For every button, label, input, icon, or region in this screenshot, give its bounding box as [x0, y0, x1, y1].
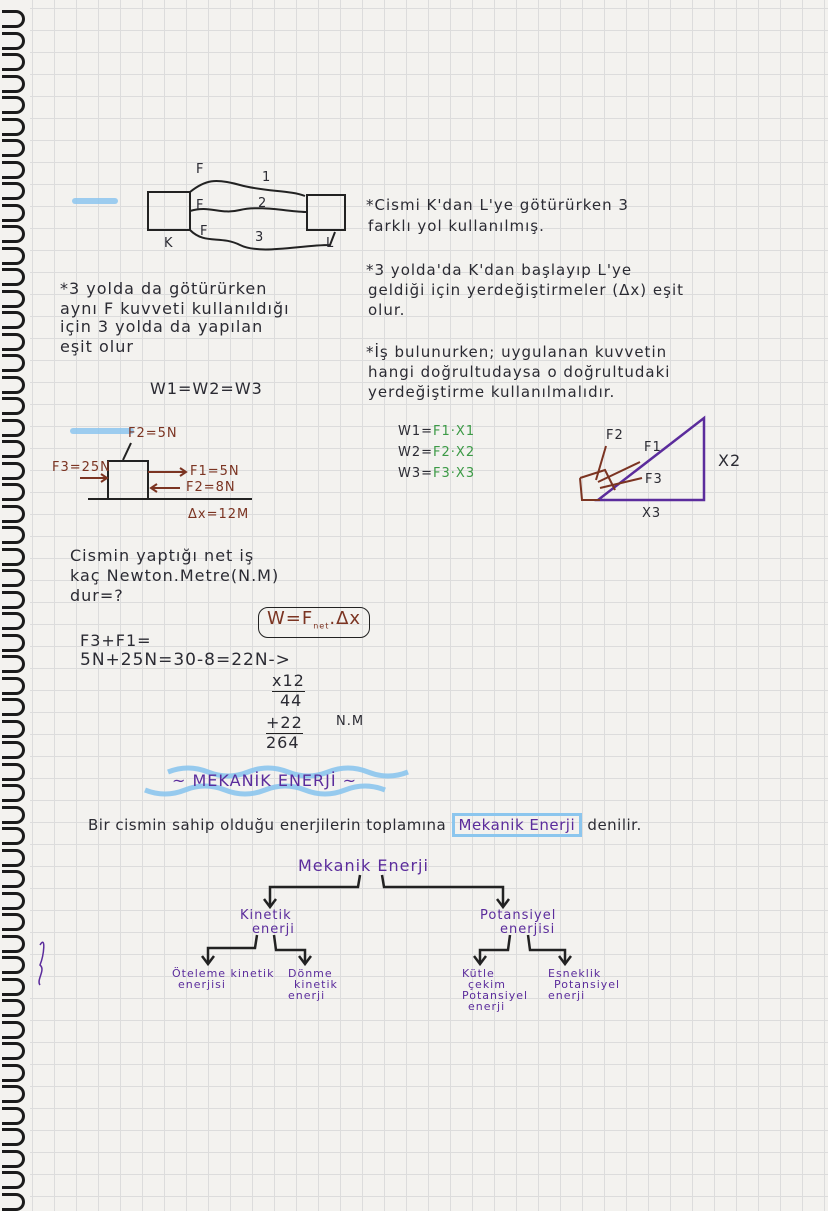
unit-label: N.M: [336, 714, 365, 729]
section-title: ~ MEKANİK ENERJİ ~: [172, 771, 358, 790]
question-line: dur=?: [70, 586, 124, 605]
highlighted-term: Mekanik Enerji: [452, 813, 583, 837]
note-line: aynı F kuvveti kullanıldığı: [60, 299, 290, 318]
tree-root: Mekanik Enerji: [298, 856, 429, 875]
force-label: F: [200, 224, 209, 239]
path-label-2: 2: [258, 196, 268, 211]
tree-leaf: enerji: [288, 989, 326, 1002]
note-line: *İş bulunurken; uygulanan kuvvetin: [366, 343, 668, 361]
question-line: Cismin yaptığı net iş: [70, 546, 255, 565]
end-label: L: [326, 236, 335, 251]
note-line: için 3 yolda da yapılan: [60, 317, 264, 336]
incline-diagram: [580, 418, 704, 500]
calc-line: x12: [272, 671, 305, 690]
path-label-3: 3: [255, 230, 265, 245]
work-formula-line: W1=F1·X1: [398, 424, 476, 439]
f1-label: F1: [644, 440, 662, 455]
note-line: *3 yolda da götürürken: [60, 279, 268, 298]
tree-kinetic: Kinetik: [240, 908, 292, 923]
note-line: farklı yol kullanılmış.: [368, 217, 545, 235]
definition: Bir cismin sahip olduğu enerjilerin toplamına Mekanik Enerji denilir.: [88, 815, 642, 836]
x2-label: X2: [718, 451, 742, 470]
f2-label: F2: [606, 428, 624, 443]
tree-leaf: enerjisi: [178, 978, 226, 991]
calc-result: 264: [266, 733, 300, 752]
work-formula: $W=F_{net}.\Delta x$: [258, 607, 370, 638]
f3-label: F3: [645, 472, 663, 487]
tree-potential: Potansiyel: [480, 908, 557, 923]
tree-leaf: enerji: [468, 1000, 506, 1013]
note-line: hangi doğrultudaysa o doğrultudaki: [368, 363, 671, 381]
note-line: geldiği için yerdeğiştirmeler (Δx) eşit: [368, 281, 685, 299]
note-line: *3 yolda'da K'dan başlayıp L'ye: [366, 261, 633, 279]
note-line: yerdeğiştirme kullanılmalıdır.: [368, 383, 616, 401]
work-equality: W1=W2=W3: [150, 379, 263, 398]
paths-diagram: [148, 181, 345, 249]
tree-kinetic: enerji: [252, 922, 295, 937]
tree-leaf: Dönme: [288, 967, 333, 980]
calc-line: 44: [280, 691, 303, 710]
tree-leaf: Potansiyel: [554, 978, 621, 991]
displacement-label: Δx=12M: [188, 507, 250, 522]
work-formula-line: W3=F3·X3: [398, 466, 476, 481]
tree-leaf: Esneklik: [548, 967, 602, 980]
tree-leaf: çekim: [468, 978, 506, 991]
note-line: eşit olur: [60, 337, 134, 356]
question-line: kaç Newton.Metre(N.M): [70, 566, 280, 585]
force-top-label: F2=5N: [128, 426, 178, 441]
path-label-1: 1: [262, 170, 272, 185]
tree-leaf: enerji: [548, 989, 586, 1002]
force-right-label: F1=5N: [190, 464, 240, 479]
x3-label: X3: [642, 506, 662, 521]
tree-leaf: Öteleme kinetik: [172, 967, 275, 980]
calc-line: F3+F1=: [80, 631, 152, 650]
work-formula-line: W2=F2·X2: [398, 445, 476, 460]
note-line: *Cismi K'dan L'ye götürürken 3: [366, 196, 629, 214]
calc-line: +22: [266, 713, 303, 732]
tree-leaf: Kütle: [462, 967, 495, 980]
force-label: F: [196, 162, 205, 177]
force-left-label: F3=25N: [52, 460, 111, 475]
tree-leaf: kinetik: [294, 978, 338, 991]
tree-potential: enerjisi: [500, 922, 556, 937]
force-back-label: F2=8N: [186, 480, 236, 495]
note-line: olur.: [368, 301, 406, 319]
tree-leaf: Potansiyel: [462, 989, 529, 1002]
calc-line: 5N+25N=30-8=22N->: [80, 650, 291, 670]
force-label: F: [196, 198, 205, 213]
start-label: K: [164, 236, 174, 251]
